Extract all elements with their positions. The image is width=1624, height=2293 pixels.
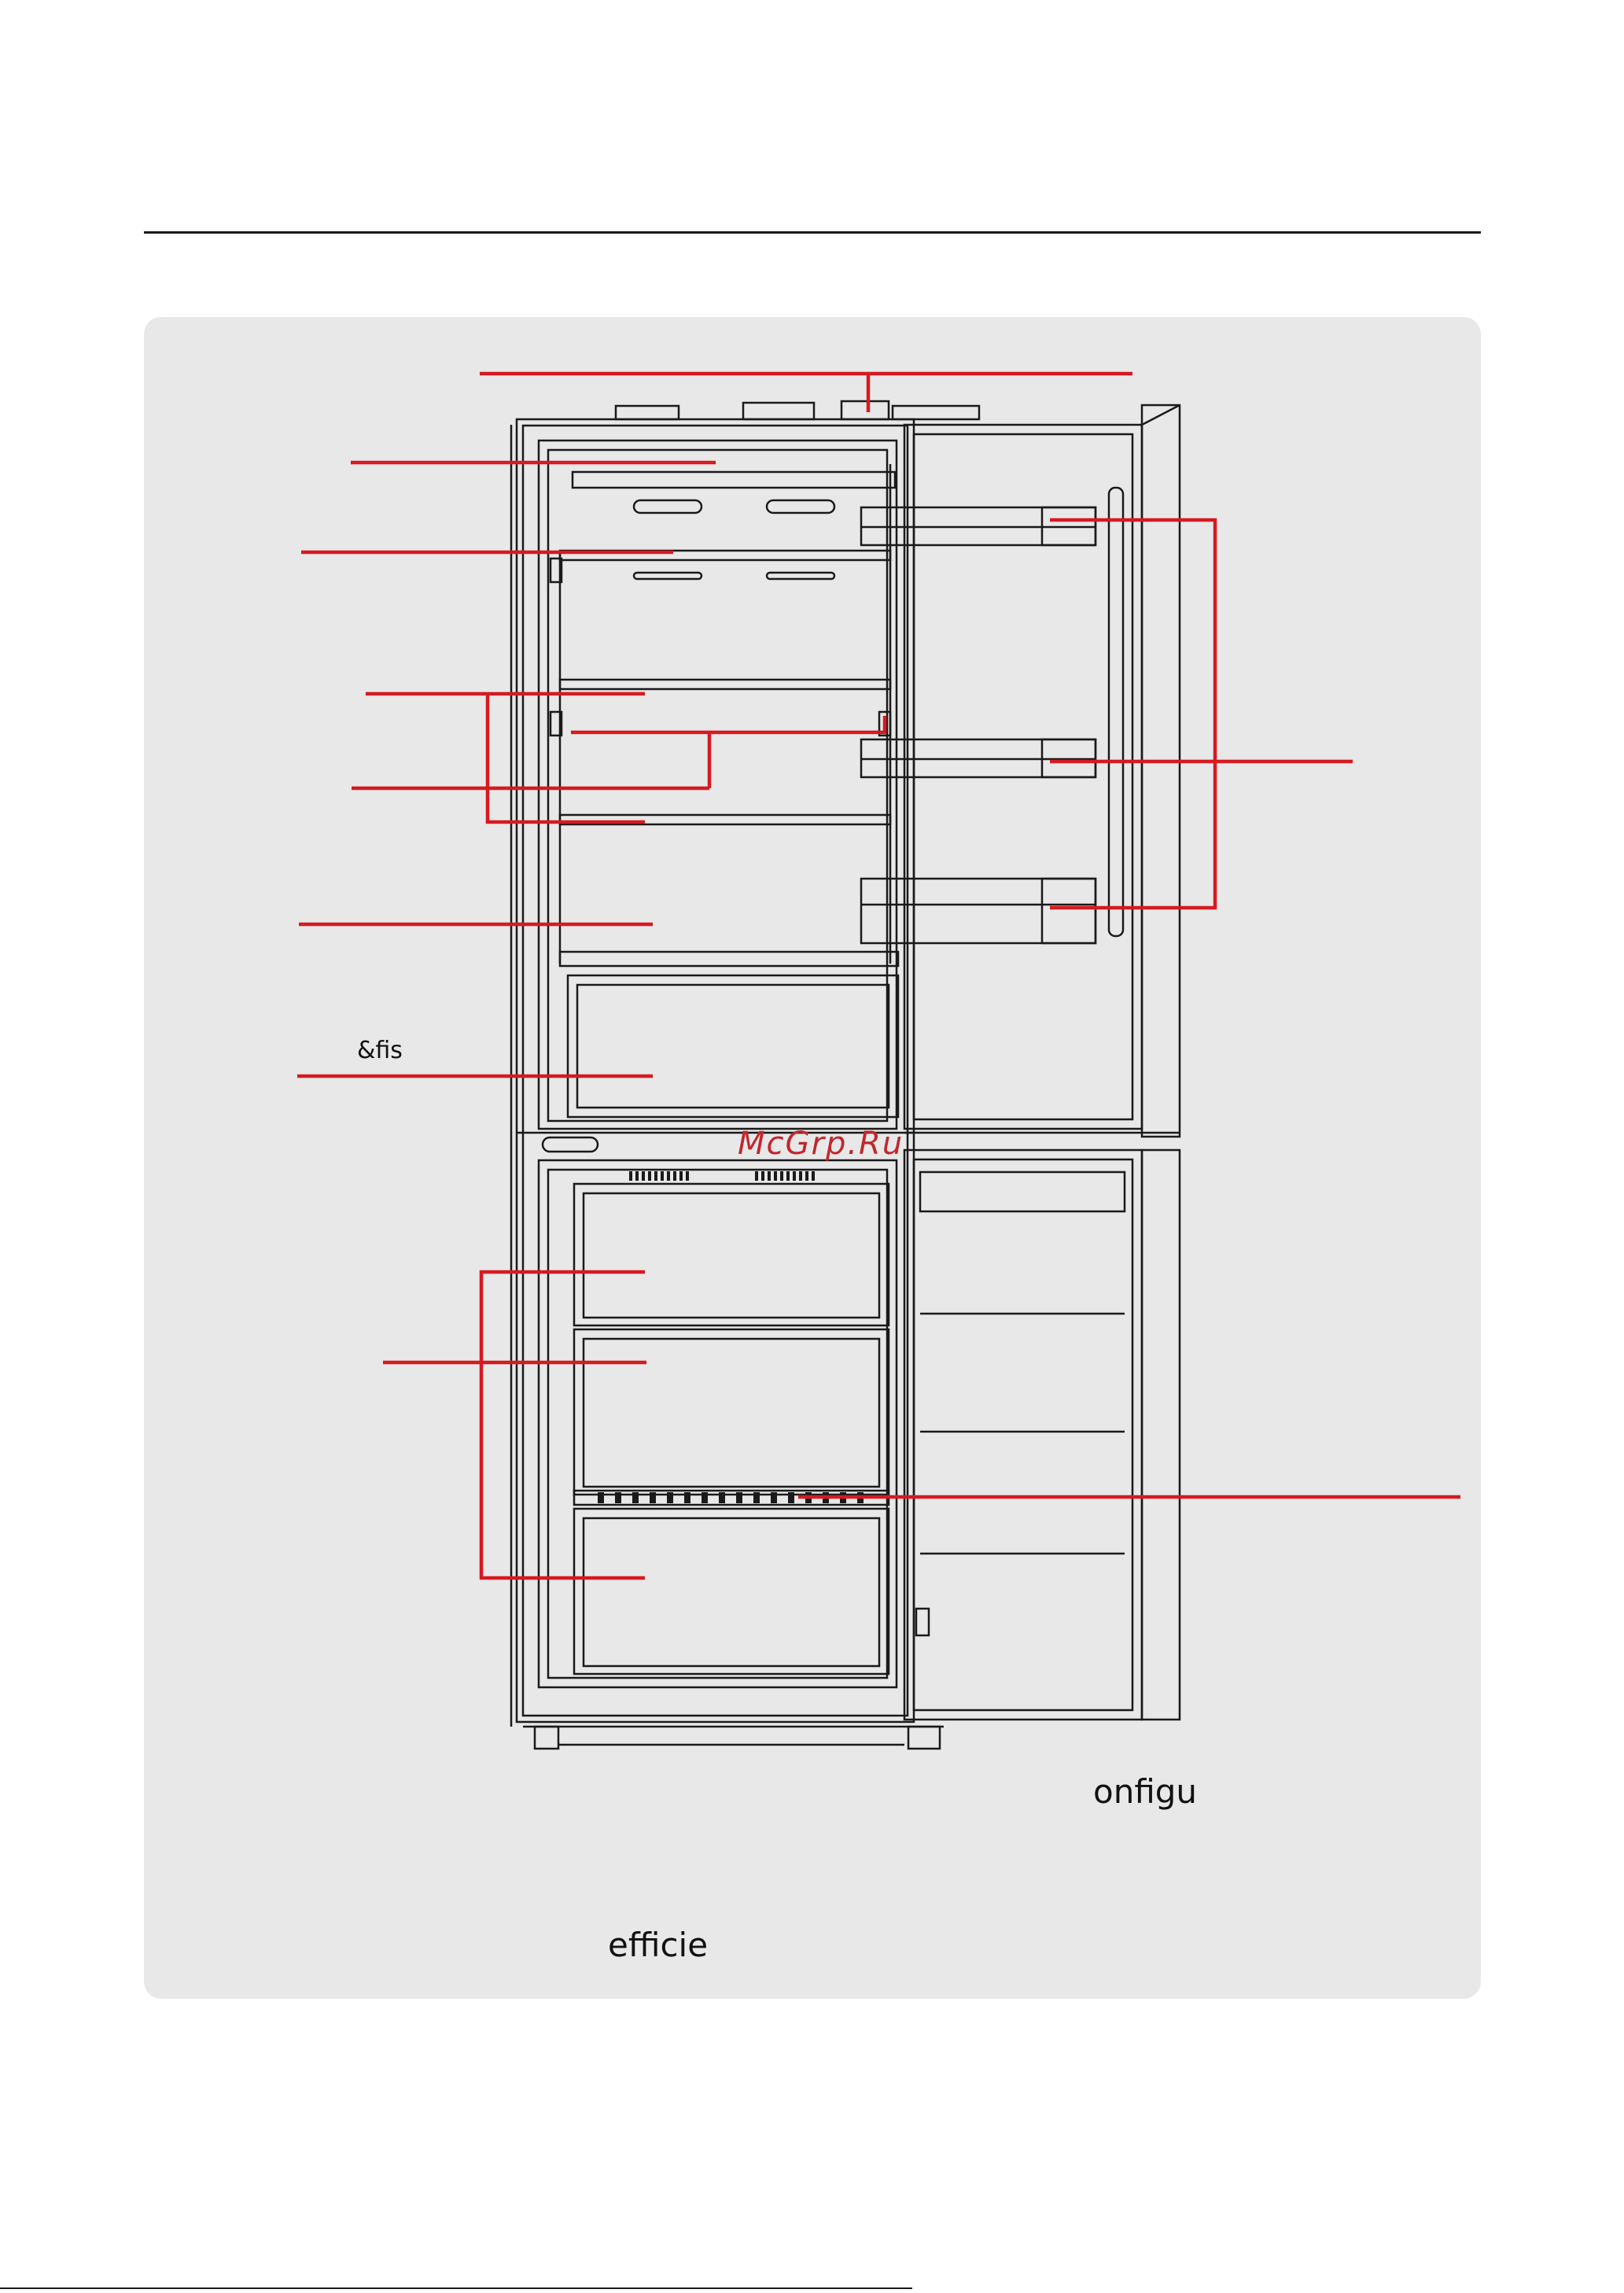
caption-line-1: onfigu [1093,1772,1198,1811]
footer-rule [0,2287,912,2289]
vent-right [767,500,834,513]
fridge-compartment [539,441,897,1129]
freezer-compartment [539,1160,897,1687]
divider-handle [543,1137,598,1152]
vent-left [634,500,702,513]
label-fish: &fis [357,1037,403,1064]
shelf-2 [560,680,890,689]
watermark: McGrp.Ru [738,1126,904,1162]
freezer-drawer-2 [574,1329,889,1495]
top-hinge [893,406,979,419]
freezer-drawer-3 [574,1509,889,1674]
freezer-drawer-1 [574,1184,889,1325]
crisper-cover [560,952,898,966]
freezer-door [904,1150,1142,1720]
caption-line-2: efficie [608,1926,709,1964]
callout-line-4a [571,716,885,732]
crisper-drawer [568,975,898,1117]
